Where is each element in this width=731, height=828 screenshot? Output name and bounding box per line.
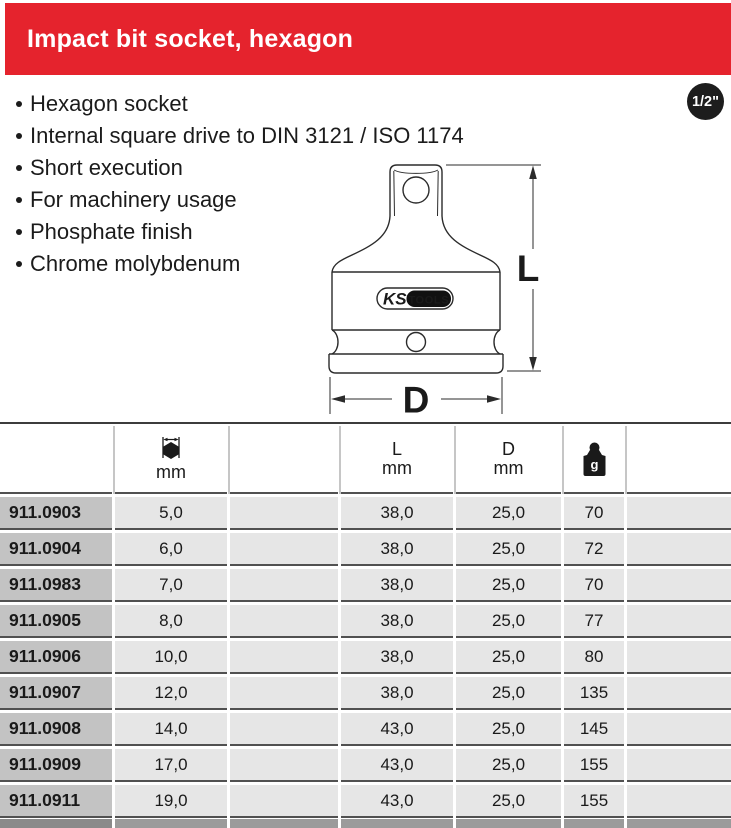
weight-cell: 155 — [564, 749, 624, 782]
table-row — [0, 533, 731, 566]
bullet-icon — [16, 261, 22, 267]
diameter-label: D — [402, 379, 430, 421]
empty-cell — [230, 713, 338, 746]
length-cell: 43,0 — [341, 785, 453, 818]
empty-cell — [230, 749, 338, 782]
hex-size-cell: 6,0 — [115, 533, 227, 566]
table-row — [0, 677, 731, 710]
empty-cell — [230, 641, 338, 674]
part-number-cell: 911.0909 — [0, 749, 112, 782]
table-row — [0, 749, 731, 782]
weight-cell: 145 — [564, 713, 624, 746]
empty-cell — [627, 785, 731, 818]
hex-size-cell: 7,0 — [115, 569, 227, 602]
weight-cell: 70 — [564, 569, 624, 602]
part-number-cell: 911.0908 — [0, 713, 112, 746]
feature-text: Phosphate finish — [30, 219, 193, 244]
empty-cell — [230, 497, 338, 530]
page-title: Impact bit socket, hexagon — [27, 24, 354, 53]
feature-text: Chrome molybdenum — [30, 251, 241, 276]
diameter-cell: 25,0 — [456, 641, 561, 674]
feature-text: For machinery usage — [30, 187, 237, 212]
cutoff-next-row — [0, 819, 731, 828]
empty-cell — [627, 533, 731, 566]
length-cell: 38,0 — [341, 641, 453, 674]
weight-cell: 70 — [564, 497, 624, 530]
length-cell: 38,0 — [341, 497, 453, 530]
part-number-cell: 911.0911 — [0, 785, 112, 818]
table-row — [0, 605, 731, 638]
feature-text: Internal square drive to DIN 3121 / ISO 1174 — [30, 123, 464, 148]
part-number-cell: 911.0905 — [0, 605, 112, 638]
diameter-cell: 25,0 — [456, 749, 561, 782]
weight-cell: 135 — [564, 677, 624, 710]
drive-square-stub — [390, 165, 442, 216]
diameter-cell: 25,0 — [456, 677, 561, 710]
empty-cell — [627, 641, 731, 674]
bullet-icon — [16, 229, 22, 235]
ks-tools-logo — [377, 288, 453, 309]
drive-size-label: 1/2" — [691, 93, 720, 110]
empty-cell — [230, 605, 338, 638]
hex-size-cell: 5,0 — [115, 497, 227, 530]
hex-size-cell: 12,0 — [115, 677, 227, 710]
length-cell: 38,0 — [341, 677, 453, 710]
diameter-cell: 25,0 — [456, 497, 561, 530]
diameter-col-unit: mm — [493, 458, 524, 478]
part-number-cell: 911.0907 — [0, 677, 112, 710]
feature-text: Hexagon socket — [30, 91, 188, 116]
diameter-cell: 25,0 — [456, 785, 561, 818]
header-weight — [564, 426, 624, 494]
diameter-cell: 25,0 — [456, 533, 561, 566]
empty-cell — [627, 677, 731, 710]
empty-cell — [230, 533, 338, 566]
diameter-cell: 25,0 — [456, 713, 561, 746]
header-empty — [230, 426, 338, 494]
retaining-groove — [332, 330, 500, 354]
bullet-icon — [16, 165, 22, 171]
part-number-cell: 911.0904 — [0, 533, 112, 566]
empty-cell — [627, 605, 731, 638]
length-col-label: L — [391, 439, 402, 460]
header-part-number — [0, 426, 112, 494]
length-cell: 38,0 — [341, 533, 453, 566]
header-length — [341, 426, 453, 494]
dimension-diameter — [330, 377, 502, 421]
part-number-cell: 911.0903 — [0, 497, 112, 530]
length-cell: 43,0 — [341, 749, 453, 782]
empty-cell — [627, 497, 731, 530]
length-cell: 38,0 — [341, 569, 453, 602]
empty-cell — [230, 569, 338, 602]
hex-size-cell: 10,0 — [115, 641, 227, 674]
length-col-unit: mm — [382, 458, 412, 478]
diameter-col-label: D — [502, 439, 515, 460]
table-row — [0, 641, 731, 674]
spec-table-header — [0, 426, 731, 494]
empty-cell — [627, 749, 731, 782]
table-row — [0, 569, 731, 602]
hex-width-icon — [156, 436, 186, 463]
feature-item — [12, 120, 464, 152]
part-number-cell: 911.0983 — [0, 569, 112, 602]
hex-size-cell: 8,0 — [115, 605, 227, 638]
product-diagram — [300, 156, 550, 422]
diameter-cell: 25,0 — [456, 605, 561, 638]
brand-tools-text: TOOLS — [408, 294, 450, 307]
hex-size-cell: 19,0 — [115, 785, 227, 818]
socket-pin-hole — [407, 333, 426, 352]
drive-size-badge — [687, 83, 724, 120]
weight-cell: 80 — [564, 641, 624, 674]
feature-text: Short execution — [30, 155, 183, 180]
header-diameter — [456, 426, 561, 494]
table-row — [0, 713, 731, 746]
empty-cell — [627, 569, 731, 602]
diameter-cell: 25,0 — [456, 569, 561, 602]
length-cell: 43,0 — [341, 713, 453, 746]
spec-table — [0, 422, 731, 818]
empty-cell — [627, 713, 731, 746]
socket-flange — [329, 354, 503, 373]
weight-cell: 72 — [564, 533, 624, 566]
hex-size-unit: mm — [156, 462, 186, 483]
hex-size-cell: 14,0 — [115, 713, 227, 746]
bullet-icon — [16, 197, 22, 203]
bullet-icon — [16, 133, 22, 139]
page-header-banner — [5, 3, 731, 75]
header-hex-size — [115, 426, 227, 494]
brand-ks-text: KS — [383, 289, 407, 309]
weight-cell: 77 — [564, 605, 624, 638]
empty-cell — [230, 677, 338, 710]
weight-unit-label: g — [590, 456, 598, 472]
bullet-icon — [16, 101, 22, 107]
length-cell: 38,0 — [341, 605, 453, 638]
length-label: L — [516, 248, 540, 289]
part-number-cell: 911.0906 — [0, 641, 112, 674]
weight-cell: 155 — [564, 785, 624, 818]
drive-pin-hole — [403, 177, 429, 203]
weight-grams-icon — [581, 442, 608, 477]
table-row — [0, 785, 731, 818]
hex-size-cell: 17,0 — [115, 749, 227, 782]
table-row — [0, 497, 731, 530]
empty-cell — [230, 785, 338, 818]
spec-table-body — [0, 497, 731, 818]
socket-bell — [332, 216, 500, 272]
feature-item — [12, 88, 464, 120]
header-empty — [627, 426, 731, 494]
